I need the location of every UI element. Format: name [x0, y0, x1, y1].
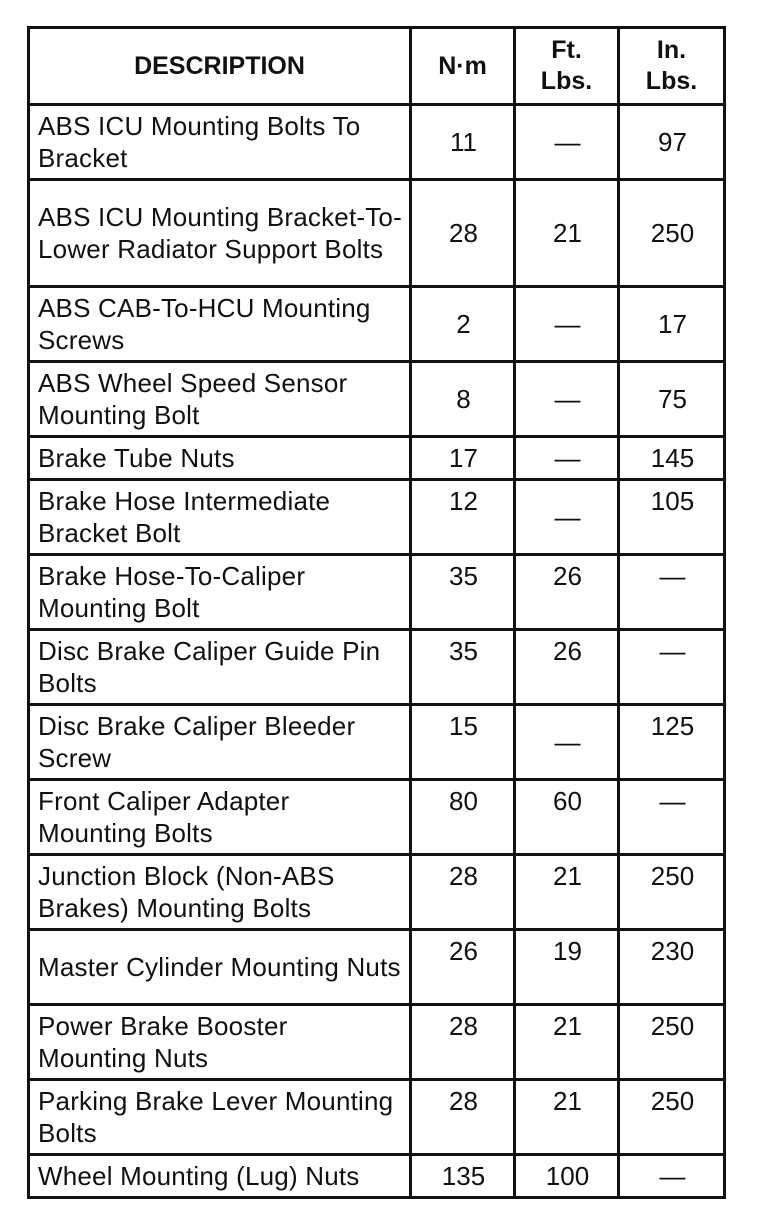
table-row — [29, 437, 725, 480]
header-inch-pounds — [619, 28, 725, 105]
row-nm: 12 — [411, 480, 515, 555]
row-nm: 28 — [411, 855, 515, 930]
row-ft-lbs: 21 — [515, 1080, 619, 1155]
row-nm: 26 — [411, 930, 515, 1005]
row-in-lbs: 17 — [619, 287, 725, 362]
row-ft-lbs: 21 — [515, 180, 619, 287]
row-description: Disc Brake Caliper Bleeder Screw — [29, 705, 411, 780]
table-row — [29, 480, 725, 555]
row-in-lbs: 250 — [619, 1080, 725, 1155]
row-ft-lbs: 26 — [515, 555, 619, 630]
table-row — [29, 855, 725, 930]
row-in-lbs: 230 — [619, 930, 725, 1005]
row-nm: 11 — [411, 105, 515, 180]
table-row — [29, 287, 725, 362]
row-description: Front Caliper Adapter Mounting Bolts — [29, 780, 411, 855]
row-nm: 15 — [411, 705, 515, 780]
table-row — [29, 1155, 725, 1198]
row-description: Brake Hose-To-Caliper Mounting Bolt — [29, 555, 411, 630]
row-description: ABS Wheel Speed Sensor Mounting Bolt — [29, 362, 411, 437]
row-description: ABS ICU Mounting Bolts To Bracket — [29, 105, 411, 180]
row-in-lbs: 250 — [619, 1005, 725, 1080]
row-ft-lbs: 100 — [515, 1155, 619, 1198]
table-row — [29, 630, 725, 705]
row-nm: 28 — [411, 1080, 515, 1155]
table-row — [29, 180, 725, 287]
row-nm: 2 — [411, 287, 515, 362]
row-in-lbs: 250 — [619, 855, 725, 930]
row-ft-lbs: 26 — [515, 630, 619, 705]
row-in-lbs: — — [619, 1155, 725, 1198]
row-description: ABS CAB-To-HCU Mounting Screws — [29, 287, 411, 362]
row-description: Parking Brake Lever Mounting Bolts — [29, 1080, 411, 1155]
torque-spec-table — [27, 26, 726, 1199]
table-row — [29, 105, 725, 180]
table-row — [29, 705, 725, 780]
row-ft-lbs: — — [515, 437, 619, 480]
row-nm: 28 — [411, 180, 515, 287]
row-nm: 28 — [411, 1005, 515, 1080]
torque-spec-sheet — [27, 26, 723, 1199]
row-in-lbs: — — [619, 555, 725, 630]
row-description: Junction Block (Non-ABS Brakes) Mounting Bolts — [29, 855, 411, 930]
row-ft-lbs: — — [515, 705, 619, 780]
row-ft-lbs: 60 — [515, 780, 619, 855]
row-in-lbs: 125 — [619, 705, 725, 780]
table-header-row — [29, 28, 725, 105]
row-in-lbs: 97 — [619, 105, 725, 180]
row-ft-lbs: 21 — [515, 1005, 619, 1080]
row-description: Master Cylinder Mounting Nuts — [29, 930, 411, 1005]
row-in-lbs: 75 — [619, 362, 725, 437]
table-row — [29, 362, 725, 437]
row-ft-lbs: — — [515, 480, 619, 555]
header-foot-pounds-line1: Ft. — [551, 36, 582, 64]
table-row — [29, 1080, 725, 1155]
row-in-lbs: 250 — [619, 180, 725, 287]
row-in-lbs: — — [619, 630, 725, 705]
row-in-lbs: 145 — [619, 437, 725, 480]
header-description: DESCRIPTION — [29, 28, 411, 105]
table-row — [29, 930, 725, 1005]
header-foot-pounds-line2: Lbs. — [540, 67, 593, 95]
row-description: Brake Tube Nuts — [29, 437, 411, 480]
row-ft-lbs: — — [515, 287, 619, 362]
row-description: Disc Brake Caliper Guide Pin Bolts — [29, 630, 411, 705]
row-ft-lbs: 19 — [515, 930, 619, 1005]
row-nm: 35 — [411, 630, 515, 705]
header-inch-pounds-line2: Lbs. — [645, 67, 698, 95]
row-nm: 35 — [411, 555, 515, 630]
row-description: Power Brake Booster Mounting Nuts — [29, 1005, 411, 1080]
row-description: ABS ICU Mounting Bracket-To-Lower Radiator Support Bolts — [29, 180, 411, 287]
row-ft-lbs: 21 — [515, 855, 619, 930]
table-row — [29, 1005, 725, 1080]
row-ft-lbs: — — [515, 362, 619, 437]
row-description: Brake Hose Intermediate Bracket Bolt — [29, 480, 411, 555]
row-nm: 135 — [411, 1155, 515, 1198]
table-row — [29, 555, 725, 630]
header-inch-pounds-line1: In. — [656, 36, 687, 64]
table-row — [29, 780, 725, 855]
row-description: Wheel Mounting (Lug) Nuts — [29, 1155, 411, 1198]
header-foot-pounds — [515, 28, 619, 105]
header-newton-meters: N·m — [411, 28, 515, 105]
row-nm: 8 — [411, 362, 515, 437]
row-ft-lbs: — — [515, 105, 619, 180]
row-nm: 80 — [411, 780, 515, 855]
row-in-lbs: — — [619, 780, 725, 855]
row-nm: 17 — [411, 437, 515, 480]
row-in-lbs: 105 — [619, 480, 725, 555]
